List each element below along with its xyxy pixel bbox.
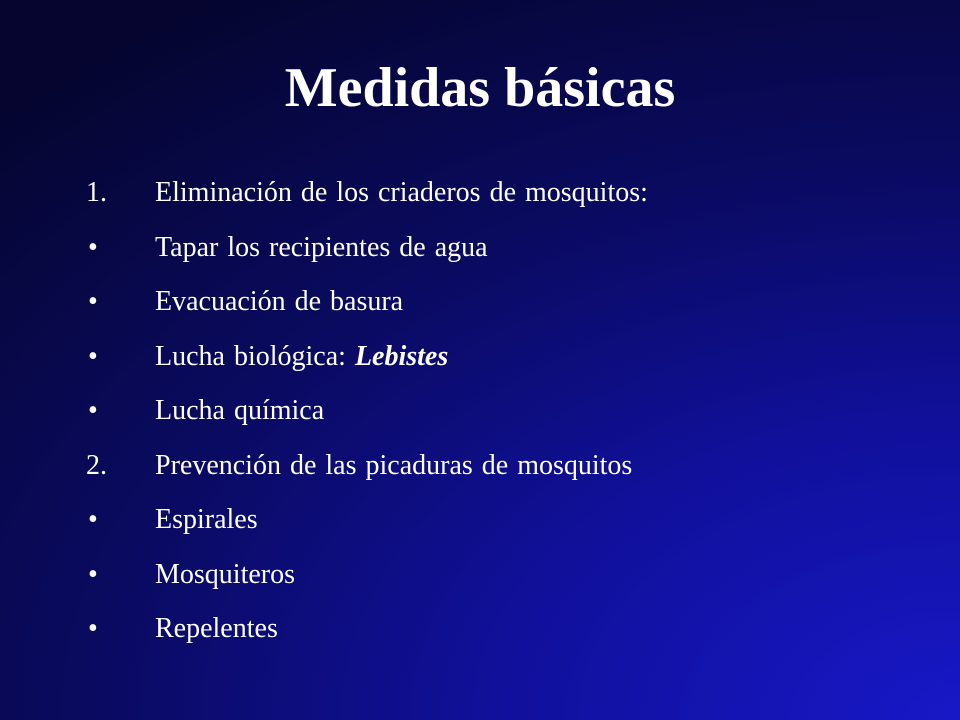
- list-item-text: [155, 493, 258, 547]
- list-item-numbered: [0, 166, 960, 221]
- content-list: [0, 166, 960, 657]
- list-item-bullet: [0, 548, 960, 603]
- list-item-bullet: [0, 602, 960, 657]
- list-item-label: Evacuación de basura: [155, 286, 404, 317]
- bullet-icon: •: [88, 504, 98, 535]
- bullet-icon: •: [88, 613, 98, 644]
- bullet-icon: •: [88, 340, 98, 372]
- list-item-bullet: [0, 221, 960, 276]
- bullet-icon: •: [88, 231, 98, 263]
- list-item-label: Prevención de las picaduras de mosquitos: [155, 449, 633, 481]
- list-item-bullet: [0, 384, 960, 439]
- list-item-label: Lucha química: [155, 395, 325, 426]
- list-item-label: Tapar los recipientes de agua: [155, 231, 488, 263]
- list-item-text: [155, 384, 324, 438]
- list-item-text: [155, 439, 632, 493]
- list-item-label: Eliminación de los criaderos de mosquitos:: [155, 177, 648, 208]
- list-number: 2.: [86, 449, 107, 481]
- bullet-icon: •: [88, 286, 98, 317]
- list-item-label: Repelentes: [155, 613, 278, 644]
- bullet-icon: •: [88, 395, 98, 426]
- bullet-icon: •: [88, 558, 98, 590]
- list-item-label: Lucha biológica:: [155, 340, 355, 372]
- list-item-text: [155, 275, 403, 329]
- list-item-bullet: [0, 275, 960, 330]
- list-item-text: [155, 166, 648, 220]
- list-item-text: [155, 602, 278, 656]
- list-item-label: Mosquiteros: [155, 558, 295, 590]
- list-item-text: [155, 330, 448, 384]
- list-item-numbered: [0, 439, 960, 494]
- list-item-bullet: [0, 330, 960, 385]
- slide-title: Medidas básicas: [284, 57, 676, 119]
- list-item-bullet: [0, 493, 960, 548]
- list-item-text: [155, 548, 295, 602]
- list-item-text: [155, 221, 488, 275]
- list-number: 1.: [86, 177, 107, 208]
- emphasized-term: Lebistes: [354, 340, 449, 372]
- list-item-label: Espirales: [155, 504, 258, 535]
